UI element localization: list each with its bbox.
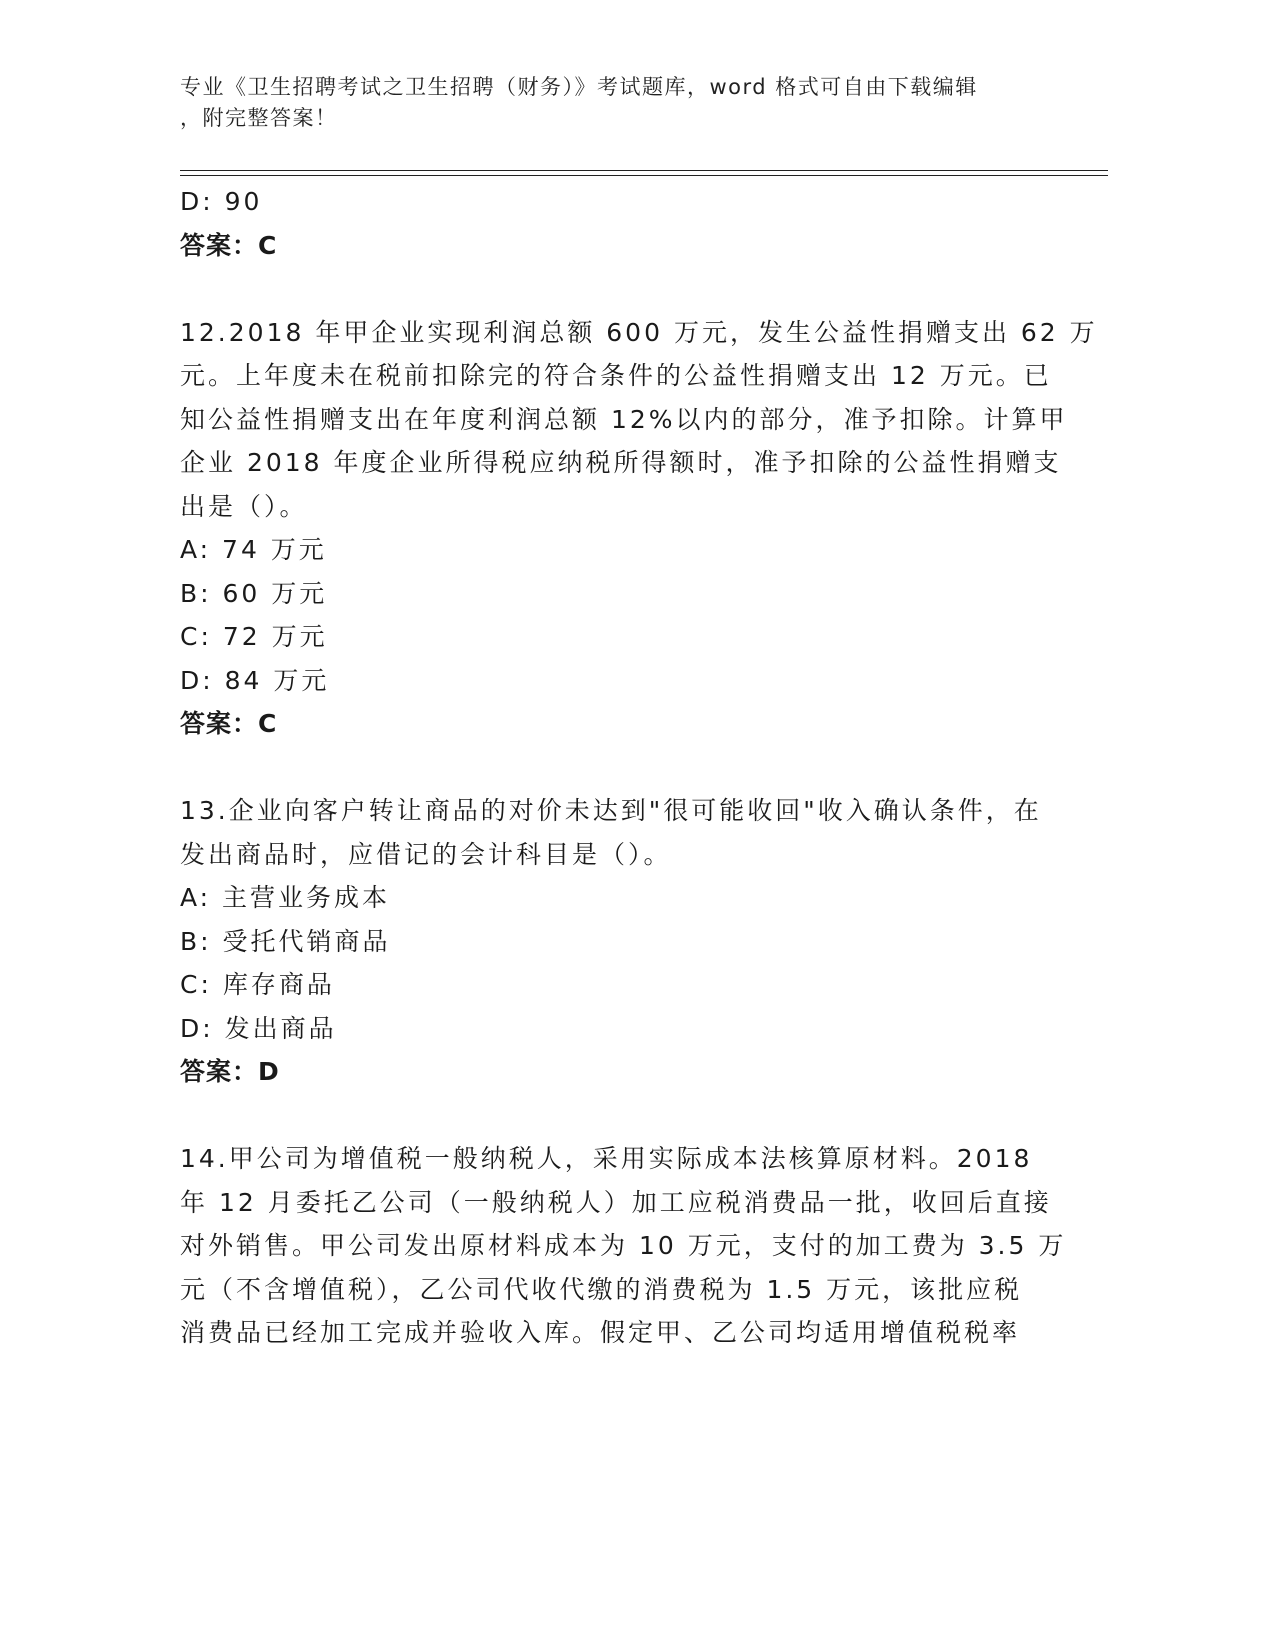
option-a: A: 主营业务成本 <box>180 883 391 912</box>
option-b: B: 受托代销商品 <box>180 926 391 956</box>
question-12 <box>180 311 1098 746</box>
header-double-rule <box>180 170 1108 176</box>
answer-line: 答案：C <box>180 230 278 260</box>
answer-line: 答案：C <box>180 709 278 738</box>
option-d: D: 84 万元 <box>180 665 330 695</box>
header-line-2: ，附完整答案！ <box>180 106 338 130</box>
question-text-line: 14.甲公司为增值税一般纳税人，采用实际成本法核算原材料。2018 <box>180 1144 1033 1173</box>
question-13 <box>180 789 1040 1094</box>
question-text-line: 对外销售。甲公司发出原材料成本为 10 万元，支付的加工费为 3.5 万 <box>180 1231 1067 1260</box>
question-text-line: 知公益性捐赠支出在年度利润总额 12%以内的部分，准予扣除。计算甲 <box>180 404 1068 434</box>
question-14 <box>180 1137 1067 1355</box>
option-d: D: 90 <box>180 187 263 216</box>
question-text-line: 出是（）。 <box>180 491 308 521</box>
option-b: B: 60 万元 <box>180 578 328 608</box>
question-text-line: 元（不含增值税），乙公司代收代缴的消费税为 1.5 万元，该批应税 <box>180 1274 1023 1304</box>
question-text-line: 元。上年度未在税前扣除完的符合条件的公益性捐赠支出 12 万元。已 <box>180 361 1052 390</box>
question-text-line: 12.2018 年甲企业实现利润总额 600 万元，发生公益性捐赠支出 62 万 <box>180 317 1098 347</box>
spacer <box>180 746 1040 790</box>
question-content <box>180 180 1098 1355</box>
answer-line: 答案：D <box>180 1057 280 1086</box>
option-d: D: 发出商品 <box>180 1013 337 1043</box>
header-line-1: 专业《卫生招聘考试之卫生招聘（财务）》考试题库，word 格式可自由下载编辑 <box>180 75 978 99</box>
document-header <box>180 72 1040 134</box>
question-text-line: 13.企业向客户转让商品的对价未达到"很可能收回"收入确认条件，在 <box>180 796 1042 825</box>
question-text-line: 发出商品时，应借记的会计科目是（）。 <box>180 839 672 869</box>
spacer <box>180 1094 1040 1138</box>
question-text-line: 年 12 月委托乙公司（一般纳税人）加工应税消费品一批，收回后直接 <box>180 1187 1052 1217</box>
question-text-line: 消费品已经加工完成并验收入库。假定甲、乙公司均适用增值税税率 <box>180 1318 1021 1347</box>
spacer <box>180 267 1040 311</box>
option-c: C: 库存商品 <box>180 970 335 999</box>
option-a: A: 74 万元 <box>180 535 327 564</box>
option-c: C: 72 万元 <box>180 622 328 651</box>
question-text-line: 企业 2018 年度企业所得税应纳税所得额时，准予扣除的公益性捐赠支 <box>180 448 1062 477</box>
